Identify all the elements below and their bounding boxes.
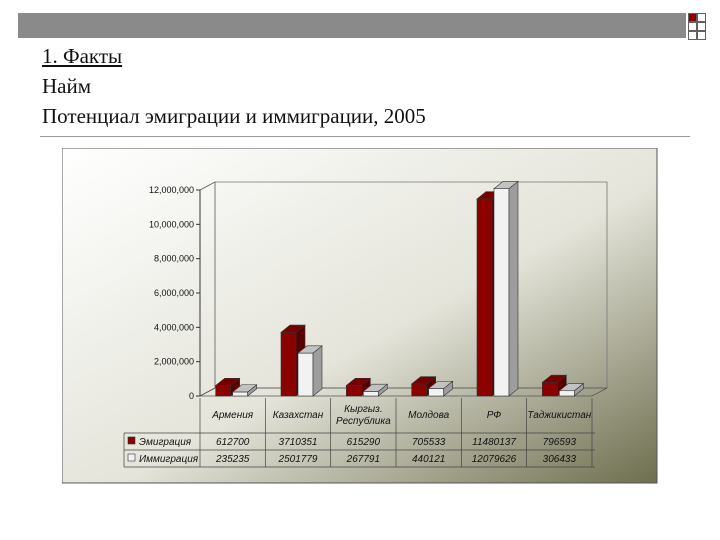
bar-front bbox=[363, 391, 378, 396]
data-label: 12079626 bbox=[471, 454, 517, 465]
chart bbox=[62, 148, 658, 484]
bar-front bbox=[412, 384, 427, 396]
decor-square bbox=[688, 13, 697, 22]
decor-square bbox=[697, 13, 706, 22]
legend-label: Эмиграция bbox=[139, 437, 192, 448]
bar-front bbox=[542, 382, 557, 396]
bar-side bbox=[509, 181, 518, 396]
slide-title: 1. Факты bbox=[42, 44, 123, 68]
category-label-line: Таджикистан bbox=[527, 410, 592, 421]
category-label bbox=[211, 410, 254, 421]
y-tick-label: 10,000,000 bbox=[148, 219, 194, 230]
y-tick-label: 0 bbox=[188, 391, 194, 401]
y-tick-label: 6,000,000 bbox=[153, 288, 194, 298]
category-label bbox=[527, 410, 591, 421]
decor-square bbox=[697, 31, 706, 40]
category-label-line: РФ bbox=[486, 410, 502, 421]
bar bbox=[298, 346, 322, 396]
category-label bbox=[273, 410, 324, 421]
category-label-line: Молдова bbox=[408, 410, 450, 421]
y-tick-label: 2,000,000 bbox=[153, 356, 194, 367]
bar bbox=[494, 181, 518, 396]
category-label bbox=[487, 410, 502, 421]
category-label bbox=[408, 410, 449, 421]
data-label: 615290 bbox=[346, 437, 381, 448]
data-label: 705533 bbox=[411, 437, 446, 448]
decor-square bbox=[688, 22, 697, 31]
data-label: 235235 bbox=[215, 454, 250, 465]
data-label: 267791 bbox=[346, 454, 381, 465]
bar-side bbox=[313, 346, 322, 396]
bar-front bbox=[559, 391, 574, 396]
data-label: 2501779 bbox=[278, 454, 318, 465]
data-label: 440121 bbox=[411, 454, 446, 465]
category-label-line: Республика bbox=[336, 416, 391, 427]
data-label: 306433 bbox=[542, 454, 577, 465]
divider bbox=[40, 136, 690, 137]
bar-front bbox=[477, 199, 492, 396]
y-tick-label: 8,000,000 bbox=[153, 253, 194, 264]
legend-swatch bbox=[128, 454, 135, 461]
data-label: 11480137 bbox=[472, 437, 516, 448]
data-label: 796593 bbox=[542, 437, 577, 448]
bar-front bbox=[429, 388, 444, 396]
legend-swatch bbox=[128, 437, 135, 444]
slide-heading: Потенциал эмиграции и иммиграции, 2005 bbox=[42, 104, 426, 128]
bar-front bbox=[346, 385, 361, 396]
category-label-line: Казахстан bbox=[272, 410, 324, 421]
bar-front bbox=[281, 332, 296, 396]
y-tick-label: 4,000,000 bbox=[153, 322, 194, 333]
y-tick-label: 12,000,000 bbox=[148, 185, 194, 195]
data-label: 3710351 bbox=[278, 437, 318, 448]
top-bar bbox=[18, 13, 686, 38]
decor-square bbox=[697, 22, 706, 31]
category-label-line: Кыргыз. bbox=[344, 404, 383, 415]
bar-front bbox=[298, 353, 313, 396]
data-label: 612700 bbox=[215, 437, 250, 448]
slide-subtitle: Найм bbox=[42, 74, 92, 98]
bar-front bbox=[233, 392, 248, 396]
category-label-line: Армения bbox=[212, 410, 254, 421]
bar-front bbox=[216, 385, 231, 396]
decor-square bbox=[688, 31, 697, 40]
bar-front bbox=[494, 189, 509, 396]
legend-label: Иммиграция bbox=[139, 454, 199, 465]
